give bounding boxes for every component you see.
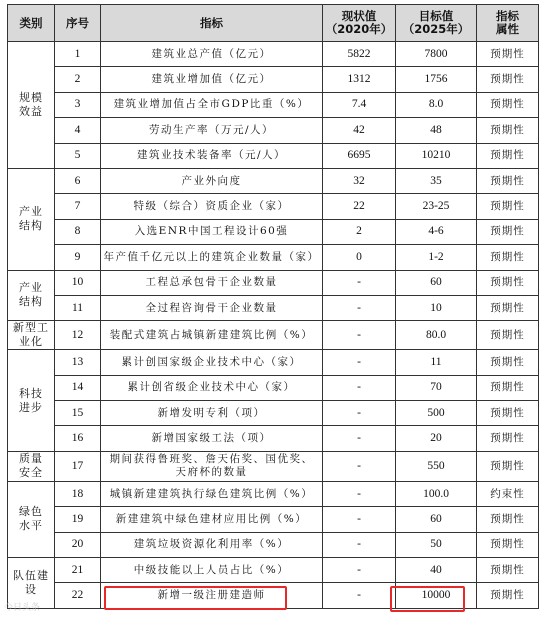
highlight-box-indicator	[104, 586, 287, 610]
cell-current: -	[323, 350, 396, 375]
cell-seq: 5	[55, 143, 101, 168]
cell-target: 60	[396, 507, 477, 532]
cell-target: 1-2	[396, 245, 477, 270]
header-indicator: 指标	[101, 5, 323, 42]
header-current-line2: （2020年）	[325, 22, 393, 36]
cell-indicator: 累计创省级企业技术中心（家）	[101, 375, 323, 400]
cell-attribute: 预期性	[477, 219, 539, 244]
category-quality-safety	[8, 451, 55, 481]
table-row	[8, 92, 539, 117]
cell-indicator: 装配式建筑占城镇新建建筑比例（%）	[101, 321, 323, 350]
cell-seq: 9	[55, 245, 101, 270]
cell-current: -	[323, 507, 396, 532]
category-team-line1: 队伍建	[13, 568, 49, 582]
cell-seq: 19	[55, 507, 101, 532]
cell-indicator-highlighted: 新增一级注册建造师	[101, 583, 323, 608]
indicator-table	[7, 4, 539, 609]
cell-target: 70	[396, 375, 477, 400]
category-tech-progress	[8, 350, 55, 452]
table-row	[8, 481, 539, 506]
cell-target: 80.0	[396, 321, 477, 350]
cell-indicator: 新建建筑中绿色建材应用比例（%）	[101, 507, 323, 532]
cell-target: 500	[396, 401, 477, 426]
cell-indicator: 入选ENR中国工程设计60强	[101, 219, 323, 244]
table-row	[8, 143, 539, 168]
cell-seq: 20	[55, 532, 101, 557]
cell-current: 22	[323, 194, 396, 219]
cell-target: 20	[396, 426, 477, 451]
cell-attribute: 预期性	[477, 92, 539, 117]
cell-current: 1312	[323, 67, 396, 92]
cell-indicator: 建筑业增加值占全市GDP比重（%）	[101, 92, 323, 117]
cell-current: -	[323, 401, 396, 426]
cell-indicator: 新增国家级工法（项）	[101, 426, 323, 451]
cell-indicator: 新增发明专利（项）	[101, 401, 323, 426]
cell-current: -	[323, 270, 396, 295]
cell-seq: 18	[55, 481, 101, 506]
cell-current: -	[323, 558, 396, 583]
category-newind-line1: 新型工	[13, 321, 49, 335]
category-scale-line1: 规模	[19, 90, 43, 104]
indicator-table-document	[7, 4, 538, 609]
cell-indicator: 全过程咨询骨干企业数量	[101, 295, 323, 320]
cell-target: 100.0	[396, 481, 477, 506]
table-row	[8, 168, 539, 193]
cell-target-highlighted: 10000	[396, 583, 477, 608]
category-industry2-line2: 结构	[19, 295, 43, 309]
cell-seq: 21	[55, 558, 101, 583]
category-industry-structure-2	[8, 270, 55, 321]
category-newind-line2: 业化	[19, 335, 43, 349]
cell-current: 32	[323, 168, 396, 193]
table-row	[8, 426, 539, 451]
cell-indicator: 劳动生产率（万元/人）	[101, 118, 323, 143]
cell-current: 0	[323, 245, 396, 270]
cell-indicator: 年产值千亿元以上的建筑企业数量（家）	[101, 245, 323, 270]
cell-attribute: 预期性	[477, 558, 539, 583]
cell-attribute: 预期性	[477, 507, 539, 532]
cell-seq: 2	[55, 67, 101, 92]
cell-target: 11	[396, 350, 477, 375]
table-row	[8, 451, 539, 481]
cell-target: 35	[396, 168, 477, 193]
cell-current: -	[323, 532, 396, 557]
cell-target: 60	[396, 270, 477, 295]
cell-seq: 10	[55, 270, 101, 295]
table-row	[8, 295, 539, 320]
cell-attribute: 预期性	[477, 194, 539, 219]
category-scale	[8, 42, 55, 169]
cell-seq: 15	[55, 401, 101, 426]
cell-indicator-line2: 天府杯的数量	[175, 466, 248, 479]
cell-target: 1756	[396, 67, 477, 92]
table-row	[8, 321, 539, 350]
cell-target: 4-6	[396, 219, 477, 244]
cell-target: 7800	[396, 42, 477, 67]
cell-seq: 4	[55, 118, 101, 143]
cell-target: 10	[396, 295, 477, 320]
category-industry-structure	[8, 168, 55, 270]
header-attribute	[477, 5, 539, 42]
table-row	[8, 245, 539, 270]
cell-indicator: 工程总承包骨干企业数量	[101, 270, 323, 295]
cell-attribute: 预期性	[477, 67, 539, 92]
cell-current: -	[323, 426, 396, 451]
table-row	[8, 270, 539, 295]
cell-attribute: 预期性	[477, 426, 539, 451]
cell-attribute: 预期性	[477, 375, 539, 400]
cell-attribute: 预期性	[477, 321, 539, 350]
category-industry-line2: 结构	[19, 219, 43, 233]
cell-seq: 6	[55, 168, 101, 193]
cell-attribute: 预期性	[477, 401, 539, 426]
cell-current: -	[323, 295, 396, 320]
cell-current: -	[323, 321, 396, 350]
category-tech-line1: 科技	[19, 386, 43, 400]
cell-seq: 12	[55, 321, 101, 350]
cell-attribute: 预期性	[477, 42, 539, 67]
cell-seq: 13	[55, 350, 101, 375]
cell-seq: 1	[55, 42, 101, 67]
cell-indicator: 城镇新建建筑执行绿色建筑比例（%）	[101, 481, 323, 506]
cell-current: 42	[323, 118, 396, 143]
cell-current: -	[323, 375, 396, 400]
cell-seq: 8	[55, 219, 101, 244]
cell-indicator: 建筑业总产值（亿元）	[101, 42, 323, 67]
cell-current: -	[323, 481, 396, 506]
category-new-industrialization	[8, 321, 55, 350]
category-quality-line2: 安全	[19, 466, 43, 480]
table-row	[8, 118, 539, 143]
highlight-box-target	[390, 586, 465, 612]
table-header-row	[8, 5, 539, 42]
cell-indicator: 建筑垃圾资源化利用率（%）	[101, 532, 323, 557]
table-row	[8, 350, 539, 375]
header-current-line1: 现状值	[341, 9, 377, 23]
category-industry2-line1: 产业	[19, 281, 43, 295]
cell-attribute: 预期性	[477, 143, 539, 168]
table-row	[8, 558, 539, 583]
cell-target: 8.0	[396, 92, 477, 117]
category-industry-line1: 产业	[19, 205, 43, 219]
category-team-line2: 设	[25, 582, 37, 596]
header-target-line1: 目标值	[418, 9, 454, 23]
cell-current: 6695	[323, 143, 396, 168]
header-target-line2: （2025年）	[402, 22, 470, 36]
category-green-line2: 水平	[19, 519, 43, 533]
cell-attribute: 约束性	[477, 481, 539, 506]
category-green-level	[8, 481, 55, 557]
cell-target: 23-25	[396, 194, 477, 219]
cell-attribute: 预期性	[477, 118, 539, 143]
cell-attribute: 预期性	[477, 532, 539, 557]
table-row	[8, 532, 539, 557]
cell-indicator: 中级技能以上人员占比（%）	[101, 558, 323, 583]
category-quality-line1: 质量	[19, 452, 43, 466]
cell-indicator: 产业外向度	[101, 168, 323, 193]
table-row	[8, 401, 539, 426]
cell-attribute: 预期性	[477, 168, 539, 193]
cell-seq: 11	[55, 295, 101, 320]
cell-seq: 3	[55, 92, 101, 117]
cell-target: 48	[396, 118, 477, 143]
cell-attribute: 预期性	[477, 350, 539, 375]
cell-indicator: 建筑业技术装备率（元/人）	[101, 143, 323, 168]
cell-current: -	[323, 583, 396, 608]
cell-attribute: 预期性	[477, 245, 539, 270]
table-row	[8, 375, 539, 400]
table-row	[8, 194, 539, 219]
header-category: 类别	[8, 5, 55, 42]
cell-target: 50	[396, 532, 477, 557]
cell-attribute: 预期性	[477, 295, 539, 320]
cell-seq: 22	[55, 583, 101, 608]
cell-indicator: 累计创国家级企业技术中心（家）	[101, 350, 323, 375]
cell-current: 7.4	[323, 92, 396, 117]
cell-target: 10210	[396, 143, 477, 168]
category-scale-line2: 效益	[19, 104, 43, 118]
table-row	[8, 67, 539, 92]
header-attr-line2: 属性	[496, 22, 519, 36]
cell-indicator: 特级（综合）资质企业（家）	[101, 194, 323, 219]
header-attr-line1: 指标	[496, 9, 519, 23]
table-row	[8, 42, 539, 67]
header-seq: 序号	[55, 5, 101, 42]
cell-attribute: 预期性	[477, 451, 539, 481]
cell-target: 40	[396, 558, 477, 583]
table-row	[8, 219, 539, 244]
cell-current: 5822	[323, 42, 396, 67]
watermark: 今日头条	[4, 603, 41, 613]
cell-seq: 7	[55, 194, 101, 219]
cell-attribute: 预期性	[477, 583, 539, 608]
cell-attribute: 预期性	[477, 270, 539, 295]
cell-indicator-line1: 期间获得鲁班奖、詹天佑奖、国优奖、	[109, 453, 314, 466]
category-tech-line2: 进步	[19, 400, 43, 414]
cell-seq: 16	[55, 426, 101, 451]
category-green-line1: 绿色	[19, 505, 43, 519]
header-current	[323, 5, 396, 42]
header-target	[396, 5, 477, 42]
cell-seq: 17	[55, 451, 101, 481]
table-row	[8, 507, 539, 532]
cell-current: -	[323, 451, 396, 481]
cell-current: 2	[323, 219, 396, 244]
cell-indicator	[101, 451, 323, 481]
cell-target: 550	[396, 451, 477, 481]
cell-seq: 14	[55, 375, 101, 400]
cell-indicator: 建筑业增加值（亿元）	[101, 67, 323, 92]
